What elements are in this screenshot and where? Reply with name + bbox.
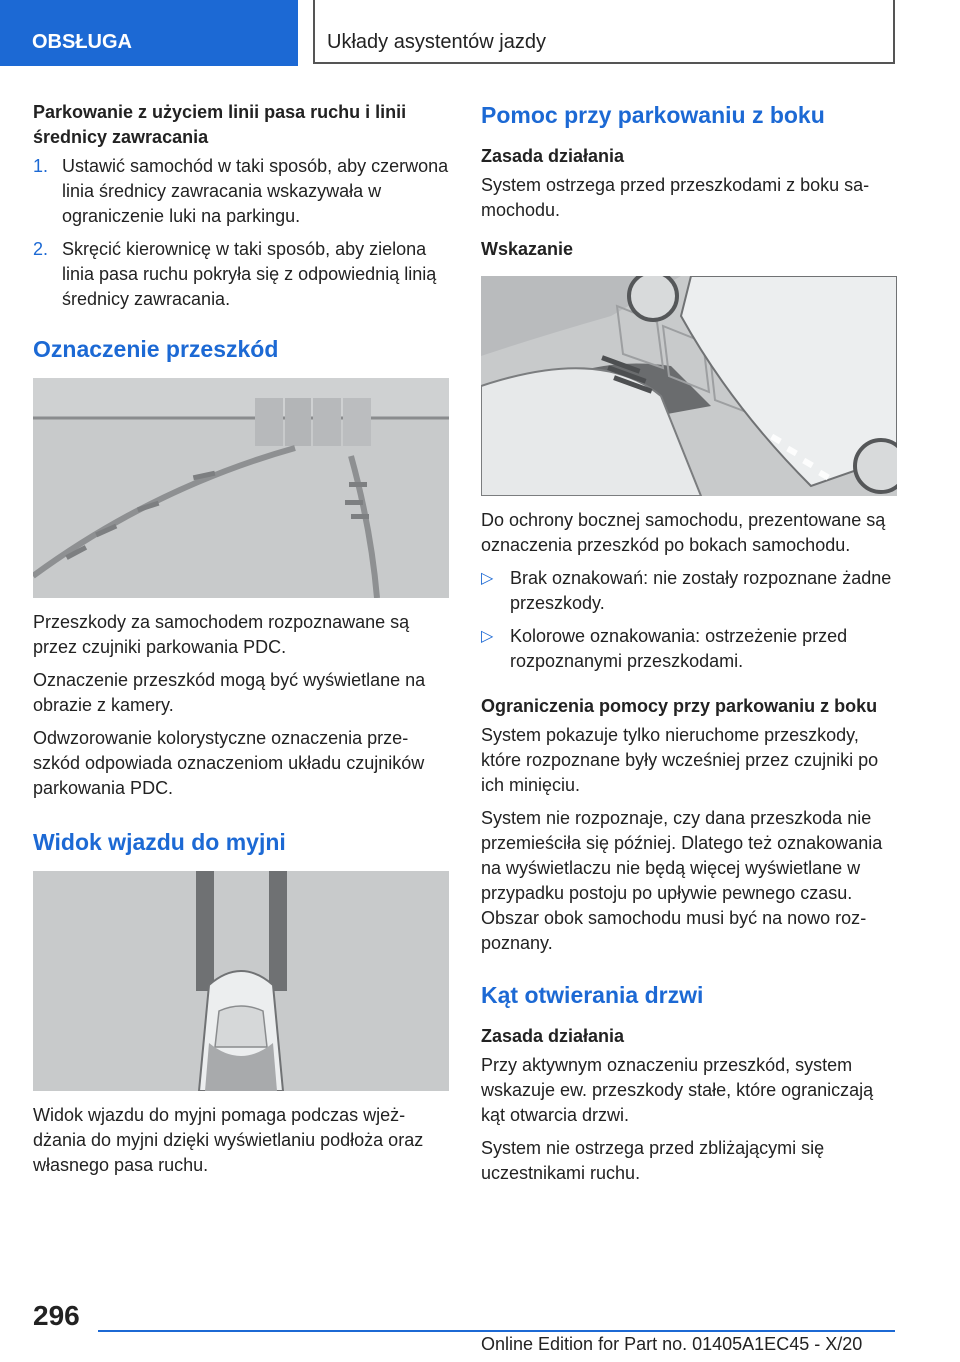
intro-heading: Parkowanie z użyciem linii pasa ruchu i linii średnicy zawracania [33,102,407,147]
limits-paragraph-1: System pokazuje tylko nieruchome przeszkody, które rozpoznane były wcześniej przez czujniki po ich minięciu. [481,725,879,795]
marker-list [481,566,897,674]
step-number: 2. [33,239,49,259]
step-text: Ustawić samochód w taki sposób, aby czerwona linia średnicy zawracania wskazywała w ograniczenie luki na parkingu. [62,156,449,226]
step-number: 1. [33,156,49,176]
edition-label: Online Edition for Part no. 01405A1EC45 - X/20 [481,1334,863,1354]
principle-title: Zasada działania [481,146,625,166]
side-parking-illustration [481,276,897,496]
carwash-paragraph: Widok wjazdu do myjni pomaga podczas wjeżdżania do myjni dzięki wyświetlaniu podłoża oraz własnego pasa ruchu. [33,1105,424,1175]
triangle-right-outline-icon: ▷ [481,628,494,645]
section-tab: OBSŁUGA [0,0,298,66]
step-text: Skręcić kierownicę w taki sposób, aby zielona linia pasa ruchu pokryła się z odpowiednią linią średnicy zawracania. [62,239,437,309]
list-item [481,566,897,616]
chapter-title: Układy asystentów jazdy [313,0,895,64]
page-header [0,0,960,66]
footer-divider [98,1330,895,1332]
side-parking-heading: Pomoc przy parkowaniu z boku [481,102,825,128]
carwash-heading: Widok wjazdu do myjni [33,829,286,855]
step-item [33,237,449,312]
obstacle-heading: Oznaczenie przeszkód [33,336,279,362]
door-paragraph-2: System nie ostrzega przed zbliżającymi się uczestnikami ruchu. [481,1138,825,1183]
obstacle-paragraph-1: Przeszkody za samochodem rozpoznawane są przez czujniki parkowania PDC. [33,612,410,657]
principle-text: System ostrzega przed przeszkodami z boku samochodu. [481,175,870,220]
obstacle-marking-illustration [33,378,449,598]
page-number: 296 [33,1300,80,1331]
left-column [33,100,449,1186]
obstacle-paragraph-2: Oznaczenie przeszkód mogą być wyświetlane na obrazie z kamery. [33,670,426,715]
limits-paragraph-2: System nie rozpoznaje, czy dana przeszkoda nie przemieściła się później. Dlatego też oznakowania na wyświetlaczu nie będą więcej wyświetlane w przypadku postoju po upływie pewnego czasu. Obszar obok samochodu musi być na nowo rozpoznany. [481,808,883,953]
limits-title: Ograniczenia pomocy przy parkowaniu z boku [481,696,878,716]
list-item-text: Kolorowe oznakowania: ostrzeżenie przed rozpoznanymi przeszkodami. [510,626,848,671]
obstacle-paragraph-3: Odwzorowanie kolorystyczne oznaczenia przeszkód odpowiada oznaczeniom układu czujników parkowania PDC. [33,728,425,798]
list-item [481,624,897,674]
list-item-text: Brak oznakowań: nie zostały rozpoznane żadne przeszkody. [510,568,892,613]
right-column [481,100,897,1194]
display-title: Wskazanie [481,239,574,259]
door-principle-title: Zasada działania [481,1026,625,1046]
steps-list [33,154,449,312]
triangle-right-outline-icon: ▷ [481,570,494,587]
door-paragraph-1: Przy aktywnym oznaczeniu przeszkód, system wskazuje ew. przeszkody stałe, które ograniczają kąt otwarcia drzwi. [481,1055,874,1125]
step-item [33,154,449,229]
door-angle-heading: Kąt otwierania drzwi [481,982,704,1008]
display-text: Do ochrony bocznej samochodu, prezentowane są oznaczenia przeszkód po bokach samochodu. [481,510,886,555]
carwash-view-illustration [33,871,449,1091]
